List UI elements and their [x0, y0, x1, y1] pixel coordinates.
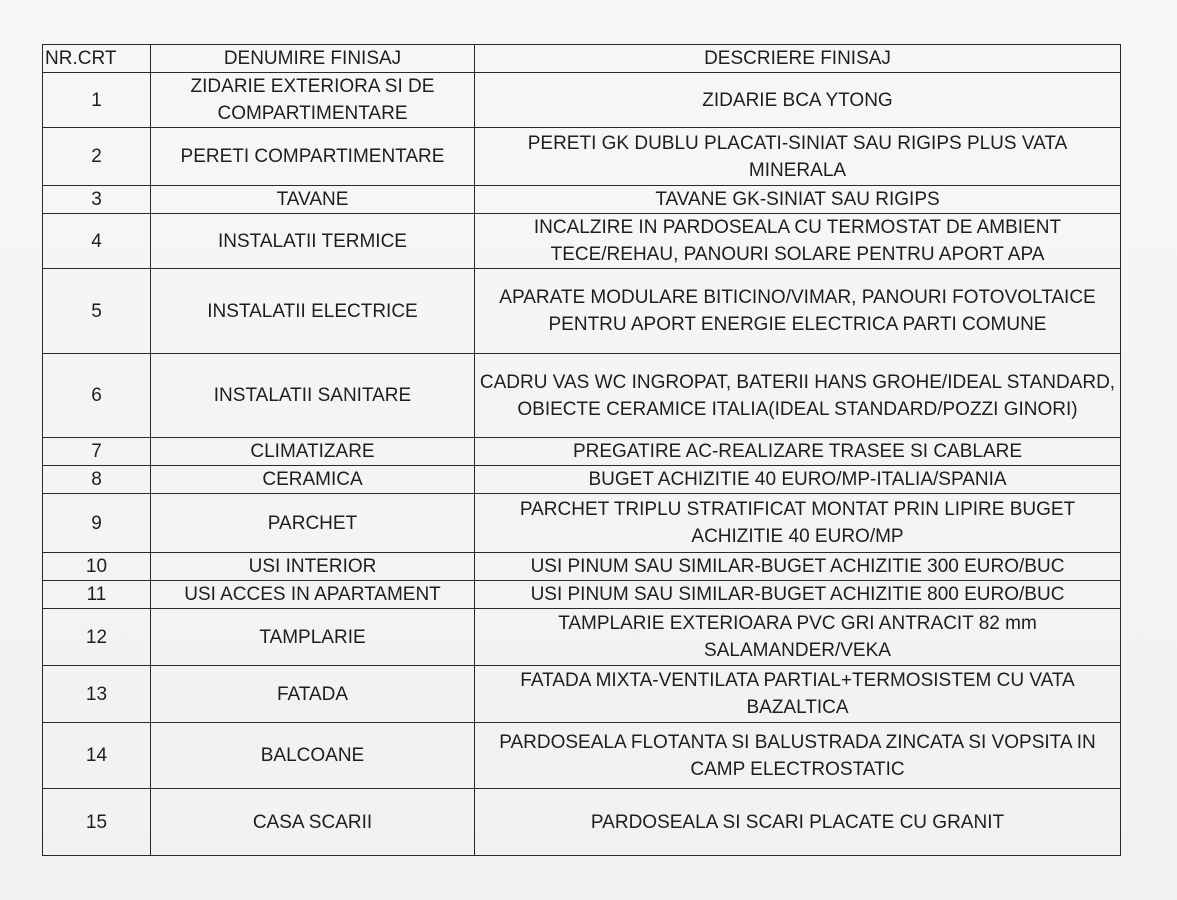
table-row — [43, 609, 1121, 666]
table-row — [43, 666, 1121, 723]
row-nr: 3 — [43, 186, 151, 214]
row-name: ZIDARIE EXTERIORA SI DE COMPARTIMENTARE — [151, 73, 475, 128]
table-row — [43, 466, 1121, 494]
row-nr: 13 — [43, 666, 151, 723]
row-description: TAMPLARIE EXTERIOARA PVC GRI ANTRACIT 82 mm SALAMANDER/VEKA — [475, 609, 1121, 666]
row-name: CLIMATIZARE — [151, 438, 475, 466]
row-nr: 9 — [43, 494, 151, 553]
table-row — [43, 723, 1121, 789]
row-name: PERETI COMPARTIMENTARE — [151, 128, 475, 186]
row-nr: 15 — [43, 789, 151, 856]
table-row — [43, 438, 1121, 466]
row-nr: 14 — [43, 723, 151, 789]
table-row — [43, 354, 1121, 438]
row-name: BALCOANE — [151, 723, 475, 789]
row-description: PARDOSEALA SI SCARI PLACATE CU GRANIT — [475, 789, 1121, 856]
row-name: INSTALATII SANITARE — [151, 354, 475, 438]
row-name: CERAMICA — [151, 466, 475, 494]
row-nr: 11 — [43, 581, 151, 609]
row-description: CADRU VAS WC INGROPAT, BATERII HANS GROHE/IDEAL STANDARD, OBIECTE CERAMICE ITALIA(IDEAL STANDARD/POZZI GINORI) — [475, 354, 1121, 438]
row-name: TAMPLARIE — [151, 609, 475, 666]
row-name: INSTALATII ELECTRICE — [151, 269, 475, 354]
table-row — [43, 494, 1121, 553]
row-description: PARDOSEALA FLOTANTA SI BALUSTRADA ZINCATA SI VOPSITA IN CAMP ELECTROSTATIC — [475, 723, 1121, 789]
row-nr: 1 — [43, 73, 151, 128]
header-descriere-finisaj: DESCRIERE FINISAJ — [475, 45, 1121, 73]
table-row — [43, 214, 1121, 269]
table-header-row — [43, 45, 1121, 73]
row-description: APARATE MODULARE BITICINO/VIMAR, PANOURI FOTOVOLTAICE PENTRU APORT ENERGIE ELECTRICA PARTI COMUNE — [475, 269, 1121, 354]
table-row — [43, 73, 1121, 128]
header-nr-crt: NR.CRT — [43, 45, 151, 73]
table-row — [43, 186, 1121, 214]
row-nr: 10 — [43, 553, 151, 581]
row-description: PREGATIRE AC-REALIZARE TRASEE SI CABLARE — [475, 438, 1121, 466]
row-nr: 12 — [43, 609, 151, 666]
row-nr: 4 — [43, 214, 151, 269]
row-name: USI INTERIOR — [151, 553, 475, 581]
row-description: TAVANE GK-SINIAT SAU RIGIPS — [475, 186, 1121, 214]
row-name: FATADA — [151, 666, 475, 723]
row-description: BUGET ACHIZITIE 40 EURO/MP-ITALIA/SPANIA — [475, 466, 1121, 494]
row-description: PARCHET TRIPLU STRATIFICAT MONTAT PRIN LIPIRE BUGET ACHIZITIE 40 EURO/MP — [475, 494, 1121, 553]
table-row — [43, 581, 1121, 609]
row-nr: 6 — [43, 354, 151, 438]
row-nr: 5 — [43, 269, 151, 354]
table-row — [43, 553, 1121, 581]
table-row — [43, 789, 1121, 856]
row-description: FATADA MIXTA-VENTILATA PARTIAL+TERMOSISTEM CU VATA BAZALTICA — [475, 666, 1121, 723]
row-description: INCALZIRE IN PARDOSEALA CU TERMOSTAT DE AMBIENT TECE/REHAU, PANOURI SOLARE PENTRU APORT APA — [475, 214, 1121, 269]
row-nr: 8 — [43, 466, 151, 494]
row-description: USI PINUM SAU SIMILAR-BUGET ACHIZITIE 300 EURO/BUC — [475, 553, 1121, 581]
table-row — [43, 128, 1121, 186]
row-name: PARCHET — [151, 494, 475, 553]
table-row — [43, 269, 1121, 354]
row-name: USI ACCES IN APARTAMENT — [151, 581, 475, 609]
row-description: USI PINUM SAU SIMILAR-BUGET ACHIZITIE 800 EURO/BUC — [475, 581, 1121, 609]
finishes-table — [42, 44, 1121, 856]
row-name: INSTALATII TERMICE — [151, 214, 475, 269]
row-name: TAVANE — [151, 186, 475, 214]
row-nr: 7 — [43, 438, 151, 466]
row-description: ZIDARIE BCA YTONG — [475, 73, 1121, 128]
header-denumire-finisaj: DENUMIRE FINISAJ — [151, 45, 475, 73]
row-description: PERETI GK DUBLU PLACATI-SINIAT SAU RIGIPS PLUS VATA MINERALA — [475, 128, 1121, 186]
row-name: CASA SCARII — [151, 789, 475, 856]
row-nr: 2 — [43, 128, 151, 186]
